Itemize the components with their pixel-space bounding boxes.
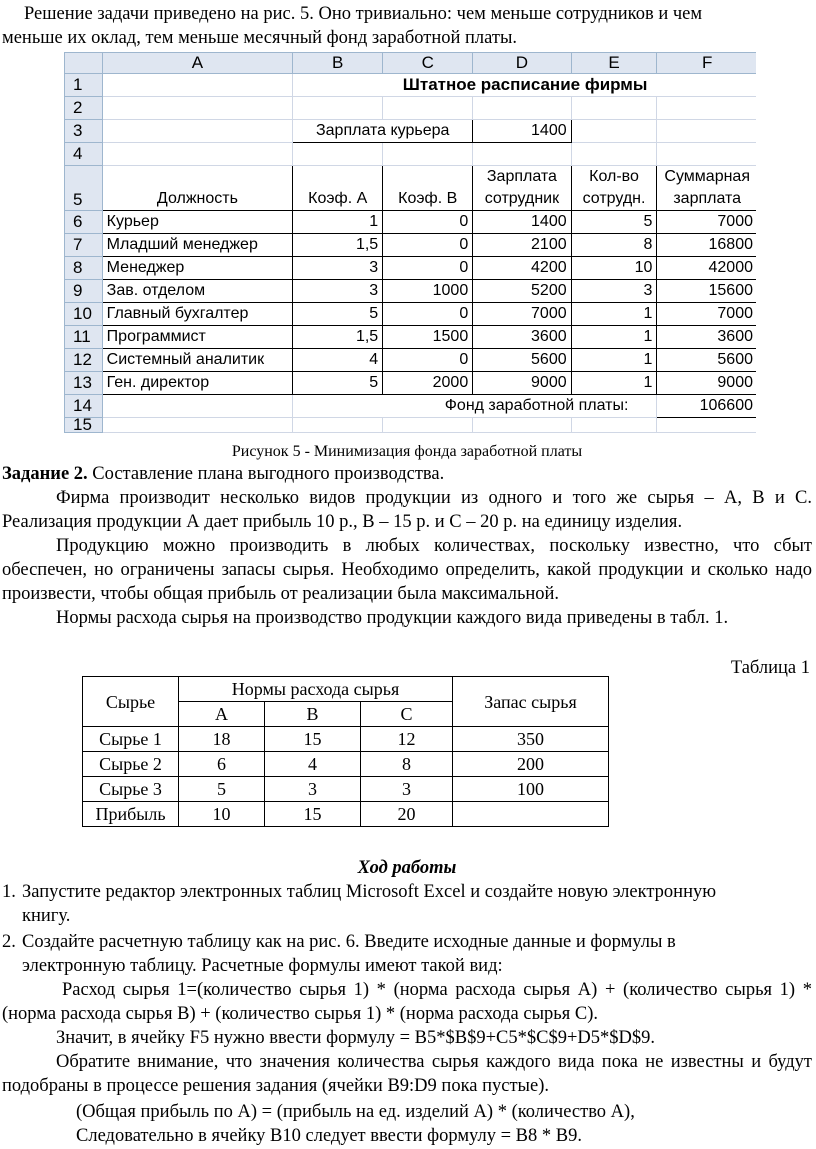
header-total[interactable] — [657, 166, 756, 211]
norm-b: 3 — [265, 777, 361, 802]
coef-b-cell[interactable]: 2000 — [383, 372, 473, 395]
column-header-a[interactable]: A — [102, 53, 293, 74]
row-header[interactable]: 14 — [65, 395, 103, 418]
cell[interactable] — [571, 418, 657, 433]
b10-formula-line: Следовательно в ячейку B10 следует ввести формулу = B8 * B9. — [76, 1126, 582, 1146]
cell[interactable] — [102, 97, 293, 120]
column-header-e[interactable]: E — [571, 53, 657, 74]
header-salary-line-1: Зарплата — [486, 168, 557, 185]
norm-c: 3 — [361, 777, 453, 802]
salary-cell[interactable]: 7000 — [473, 303, 571, 326]
row-header[interactable]: 5 — [65, 166, 103, 211]
salary-cell[interactable]: 5600 — [473, 349, 571, 372]
row-header[interactable]: 13 — [65, 372, 103, 395]
table1-label: Таблица 1 — [730, 658, 810, 678]
total-cell[interactable]: 3600 — [657, 326, 756, 349]
column-header-f[interactable]: F — [657, 53, 756, 74]
norm-b: 15 — [265, 727, 361, 752]
coef-a-cell[interactable]: 5 — [293, 372, 383, 395]
table-row — [83, 752, 609, 777]
header-row — [65, 166, 757, 211]
cell[interactable] — [473, 143, 571, 166]
norm-a: 18 — [179, 727, 265, 752]
coef-a-cell[interactable]: 1,5 — [293, 234, 383, 257]
row-header[interactable]: 2 — [65, 97, 103, 120]
task2-heading-bold: Задание 2. — [2, 464, 88, 484]
cell[interactable] — [102, 143, 293, 166]
row-header[interactable]: 3 — [65, 120, 103, 143]
row-header[interactable]: 11 — [65, 326, 103, 349]
position-cell[interactable]: Менеджер — [102, 257, 293, 280]
count-cell[interactable]: 1 — [571, 303, 657, 326]
note-paragraph: Обратите внимание, что значения количества сырья каждого вида пока не известны и будут подобраны в процессе решения задания (ячейки B9:D9 пока пустые). — [2, 1052, 812, 1096]
courier-salary-value[interactable]: 1400 — [473, 120, 571, 143]
header-salary-line-2: сотрудник — [484, 190, 560, 207]
cell[interactable] — [293, 143, 383, 166]
header-position[interactable]: Должность — [102, 166, 293, 211]
select-all-corner[interactable] — [65, 53, 103, 74]
courier-salary-label[interactable]: Зарплата курьера — [293, 120, 473, 143]
resource-norms-table — [82, 676, 609, 827]
sheet-row — [65, 74, 757, 97]
cell[interactable] — [657, 120, 756, 143]
count-cell[interactable]: 10 — [571, 257, 657, 280]
figure-caption: Рисунок 5 - Минимизация фонда заработной платы — [231, 443, 583, 460]
cell[interactable] — [657, 418, 756, 433]
header-coef-b[interactable]: Коэф. В — [383, 166, 473, 211]
column-header-b[interactable]: B — [293, 53, 383, 74]
header-count-line-1: Кол-во — [589, 168, 639, 185]
work-item-2-number: 2. — [2, 932, 16, 952]
cell[interactable] — [102, 120, 293, 143]
coef-b-cell[interactable]: 0 — [383, 211, 473, 234]
cell[interactable] — [473, 97, 571, 120]
header-coef-a[interactable]: Коэф. А — [293, 166, 383, 211]
cell[interactable] — [571, 143, 657, 166]
resource-name: Сырье 2 — [83, 752, 179, 777]
table-row — [65, 211, 757, 234]
salary-cell[interactable]: 9000 — [473, 372, 571, 395]
task2-paragraph-3: Нормы расхода сырья на производство продукции каждого вида приведены в табл. 1. — [56, 608, 729, 628]
table-row — [83, 727, 609, 752]
cell[interactable] — [571, 97, 657, 120]
work-item-1-text-a: Запустите редактор электронных таблиц Microsoft Excel и создайте новую электронную — [22, 882, 717, 902]
intro-line-2: меньше их оклад, тем меньше месячный фонд заработной платы. — [2, 28, 518, 48]
coef-b-cell[interactable]: 0 — [383, 349, 473, 372]
fund-row — [65, 395, 757, 418]
norm-b: 15 — [265, 802, 361, 827]
table-row — [65, 280, 757, 303]
salary-cell[interactable]: 1400 — [473, 211, 571, 234]
header-count-line-2: сотрудн. — [582, 190, 646, 207]
table-row — [83, 777, 609, 802]
cell[interactable] — [383, 418, 473, 433]
sheet-title[interactable]: Штатное расписание фирмы — [293, 74, 756, 97]
coef-a-cell[interactable]: 1,5 — [293, 326, 383, 349]
spreadsheet-figure — [64, 52, 756, 436]
total-cell[interactable]: 9000 — [657, 372, 756, 395]
resource-name: Сырье 3 — [83, 777, 179, 802]
coef-a-cell[interactable]: 5 — [293, 303, 383, 326]
count-cell[interactable]: 3 — [571, 280, 657, 303]
work-item-2 — [2, 930, 812, 954]
cell[interactable] — [102, 74, 293, 97]
count-cell[interactable]: 1 — [571, 326, 657, 349]
row-header[interactable]: 12 — [65, 349, 103, 372]
spreadsheet-grid — [64, 52, 756, 433]
total-cell[interactable]: 5600 — [657, 349, 756, 372]
row-header[interactable]: 9 — [65, 280, 103, 303]
stock: 350 — [453, 727, 609, 752]
header-salary[interactable] — [473, 166, 571, 211]
total-cell[interactable]: 16800 — [657, 234, 756, 257]
cell[interactable] — [102, 395, 293, 418]
coef-b-cell[interactable]: 0 — [383, 303, 473, 326]
norm-c: 20 — [361, 802, 453, 827]
norm-a: 5 — [179, 777, 265, 802]
row-header[interactable]: 7 — [65, 234, 103, 257]
payroll-fund-label[interactable]: Фонд заработной платы: — [293, 395, 657, 418]
sheet-row — [65, 418, 757, 433]
cell[interactable] — [657, 97, 756, 120]
work-item-2-text-a: Создайте расчетную таблицу как на рис. 6. Введите исходные данные и формулы в — [22, 932, 676, 952]
table-row — [65, 303, 757, 326]
work-heading: Ход работы — [357, 858, 457, 878]
position-cell[interactable]: Системный аналитик — [102, 349, 293, 372]
row-header[interactable]: 4 — [65, 143, 103, 166]
f5-formula-line: Значит, в ячейку F5 нужно ввести формулу = B5*$B$9+C5*$C$9+D5*$D$9. — [56, 1028, 655, 1048]
stock — [453, 802, 609, 827]
position-cell[interactable]: Главный бухгалтер — [102, 303, 293, 326]
sheet-row — [65, 143, 757, 166]
header-product-a: А — [179, 702, 265, 727]
payroll-fund-value[interactable]: 106600 — [657, 395, 756, 418]
cell[interactable] — [293, 97, 383, 120]
norm-c: 8 — [361, 752, 453, 777]
coef-a-cell[interactable]: 4 — [293, 349, 383, 372]
stock: 200 — [453, 752, 609, 777]
count-cell[interactable]: 5 — [571, 211, 657, 234]
cell[interactable] — [102, 418, 293, 433]
task2-paragraph-2: Продукцию можно производить в любых количествах, поскольку известно, что сбыт обеспечен, но ограничены запасы сырья. Необходимо определить, какой продукции и сколько надо произвести, чтобы общая прибыль от реализации была максимальной. — [2, 536, 812, 604]
total-cell[interactable]: 7000 — [657, 303, 756, 326]
cell[interactable] — [383, 143, 473, 166]
table-row — [65, 372, 757, 395]
formula-paragraph: Расход сырья 1=(количество сырья 1) * (норма расхода сырья А) + (количество сырья 1) * (норма расхода сырья В) + (количество сырья 1) * (норма расхода сырья С). — [2, 980, 812, 1024]
norm-a: 10 — [179, 802, 265, 827]
salary-cell[interactable]: 3600 — [473, 326, 571, 349]
norm-a: 6 — [179, 752, 265, 777]
coef-a-cell[interactable]: 3 — [293, 257, 383, 280]
header-product-c: С — [361, 702, 453, 727]
header-count[interactable] — [571, 166, 657, 211]
table-row — [65, 234, 757, 257]
coef-a-cell[interactable]: 1 — [293, 211, 383, 234]
column-header-d[interactable]: D — [473, 53, 571, 74]
task2-paragraph-1: Фирма производит несколько видов продукции из одного и того же сырья – А, В и С. Реализация продукции А дает прибыль 10 р., В – 15 р. и С – 20 р. на единицу изделия. — [2, 488, 812, 532]
header-total-line-2: зарплата — [673, 190, 742, 207]
row-header[interactable]: 15 — [65, 418, 103, 433]
cell[interactable] — [293, 418, 383, 433]
position-cell[interactable]: Ген. директор — [102, 372, 293, 395]
header-stock: Запас сырья — [453, 677, 609, 727]
stock: 100 — [453, 777, 609, 802]
row-header[interactable]: 1 — [65, 74, 103, 97]
profit-formula-line: (Общая прибыль по А) = (прибыль на ед. изделий А) * (количество А), — [76, 1102, 635, 1122]
header-product-b: В — [265, 702, 361, 727]
table-row — [65, 257, 757, 280]
table-row — [65, 349, 757, 372]
column-header-c[interactable]: C — [383, 53, 473, 74]
total-cell[interactable]: 15600 — [657, 280, 756, 303]
sheet-row — [65, 97, 757, 120]
total-cell[interactable]: 7000 — [657, 211, 756, 234]
work-item-1-cont: книгу. — [22, 906, 71, 926]
table-row — [83, 802, 609, 827]
salary-cell[interactable]: 4200 — [473, 257, 571, 280]
cell[interactable] — [383, 97, 473, 120]
task2-heading-text: Составление плана выгодного производства. — [87, 464, 445, 484]
cell[interactable] — [571, 120, 657, 143]
count-cell[interactable]: 1 — [571, 349, 657, 372]
work-item-1 — [2, 880, 812, 904]
position-cell[interactable]: Программист — [102, 326, 293, 349]
resource-name: Прибыль — [83, 802, 179, 827]
position-cell[interactable]: Младший менеджер — [102, 234, 293, 257]
header-resource: Сырье — [83, 677, 179, 727]
header-total-line-1: Суммарная — [664, 168, 750, 185]
position-cell[interactable]: Зав. отделом — [102, 280, 293, 303]
norm-c: 12 — [361, 727, 453, 752]
coef-b-cell[interactable]: 0 — [383, 257, 473, 280]
count-cell[interactable]: 1 — [571, 372, 657, 395]
header-norms: Нормы расхода сырья — [179, 677, 453, 702]
row-header[interactable]: 10 — [65, 303, 103, 326]
column-header-row — [65, 53, 757, 74]
cell[interactable] — [657, 143, 756, 166]
row-header[interactable]: 8 — [65, 257, 103, 280]
work-item-1-number: 1. — [2, 882, 16, 902]
norm-b: 4 — [265, 752, 361, 777]
position-cell[interactable]: Курьер — [102, 211, 293, 234]
salary-cell[interactable]: 5200 — [473, 280, 571, 303]
count-cell[interactable]: 8 — [571, 234, 657, 257]
sheet-row — [65, 120, 757, 143]
coef-b-cell[interactable]: 1500 — [383, 326, 473, 349]
table-header-row — [83, 677, 609, 702]
coef-b-cell[interactable]: 0 — [383, 234, 473, 257]
coef-b-cell[interactable]: 1000 — [383, 280, 473, 303]
coef-a-cell[interactable]: 3 — [293, 280, 383, 303]
table-row — [65, 326, 757, 349]
resource-name: Сырье 1 — [83, 727, 179, 752]
row-header[interactable]: 6 — [65, 211, 103, 234]
work-item-2-cont: электронную таблицу. Расчетные формулы имеют такой вид: — [22, 956, 503, 976]
task2-heading — [2, 462, 812, 486]
salary-cell[interactable]: 2100 — [473, 234, 571, 257]
intro-line-1: Решение задачи приведено на рис. 5. Оно тривиально: чем меньше сотрудников и чем — [24, 4, 703, 24]
cell[interactable] — [473, 418, 571, 433]
total-cell[interactable]: 42000 — [657, 257, 756, 280]
